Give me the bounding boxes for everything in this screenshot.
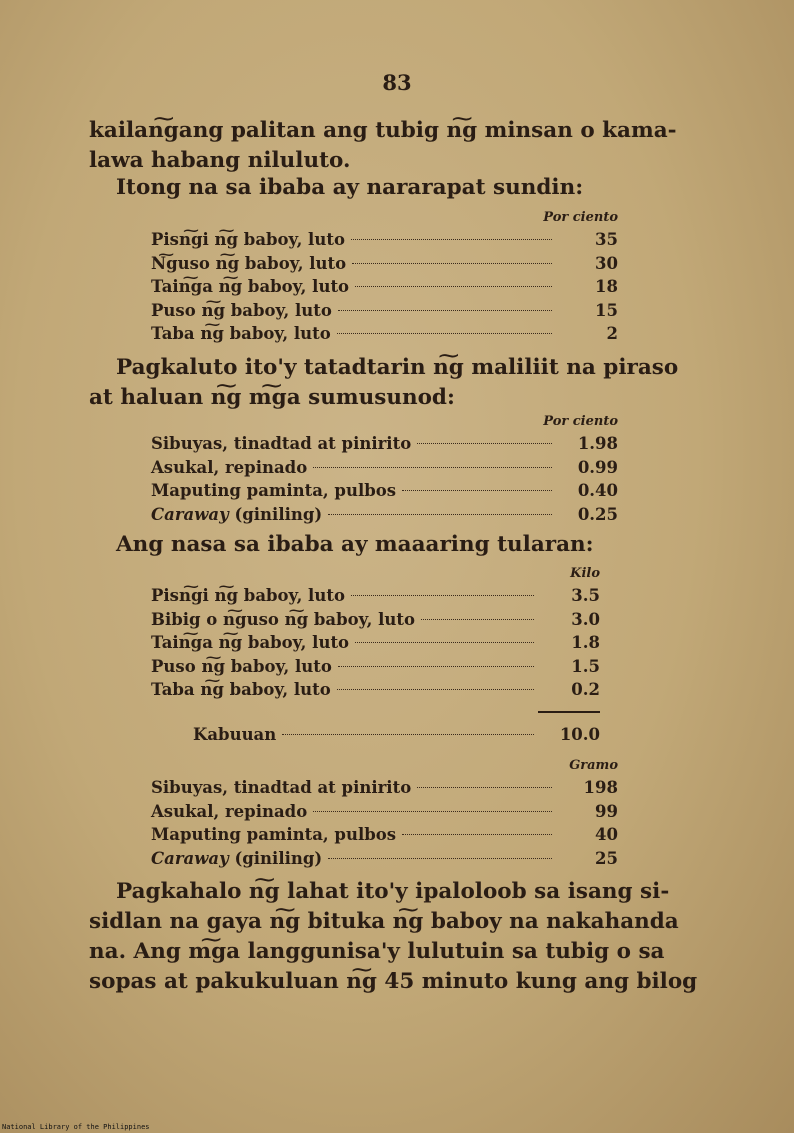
table-row xyxy=(151,479,618,503)
table-row xyxy=(151,800,618,824)
leader-dots xyxy=(417,787,552,788)
leader-dots xyxy=(337,333,552,334)
leader-dots xyxy=(355,642,534,643)
text-line: sopas at pakukuluan n͠g 45 minuto kung ang bilog xyxy=(89,969,698,994)
row-label: Tain͠ga n͠g baboy, luto xyxy=(151,633,350,652)
row-value: 30 xyxy=(595,253,618,273)
leader-dots xyxy=(402,834,552,835)
table-row xyxy=(151,678,600,702)
table-row xyxy=(151,608,600,632)
text-line: Pagkahalo n͠g lahat ito'y ipaloloob sa isang si- xyxy=(116,879,670,904)
table-row xyxy=(151,275,618,299)
row-label: Asukal, repinado xyxy=(151,457,308,477)
library-watermark: National Library of the Philippines xyxy=(2,1123,150,1131)
row-value: 3.0 xyxy=(571,609,600,629)
row-value: 0.2 xyxy=(571,680,600,699)
leader-dots xyxy=(313,811,552,812)
percent-table-meats xyxy=(151,208,618,346)
leader-dots xyxy=(421,619,534,620)
table-row xyxy=(151,299,618,323)
text-line: kailan͠gang palitan ang tubig n͠g minsan o kama- xyxy=(89,118,677,143)
row-label xyxy=(151,847,322,871)
paragraph-closing xyxy=(89,877,697,997)
text-line: na. Ang m͠ga langgunisa'y lulutuin sa tubig o sa xyxy=(89,939,665,964)
text-line: sidlan na gaya n͠g bituka n͠g baboy na nakahanda xyxy=(89,909,679,934)
column-header: Por ciento xyxy=(543,414,618,429)
row-value: 2 xyxy=(606,324,618,343)
table-row xyxy=(151,432,618,456)
row-value: 1.98 xyxy=(577,434,618,453)
leader-dots xyxy=(282,734,534,735)
leader-dots xyxy=(337,689,534,690)
row-label: Sibuyas, tinadtad at pinirito xyxy=(151,434,412,453)
page-number: 83 xyxy=(382,70,412,95)
text-line: lawa habang niluluto. xyxy=(89,148,351,173)
row-value: 0.99 xyxy=(577,457,618,477)
row-label: Pisn͠gi n͠g baboy, luto xyxy=(151,230,345,249)
column-header: Por ciento xyxy=(543,210,618,225)
table-row xyxy=(151,503,618,527)
leader-dots xyxy=(338,666,534,667)
row-value: 15 xyxy=(595,300,618,320)
row-value: 35 xyxy=(595,230,618,249)
row-label: Tain͠ga n͠g baboy, luto xyxy=(151,277,350,296)
leader-dots xyxy=(355,286,552,287)
total-row-block xyxy=(193,723,600,747)
table-row xyxy=(151,584,600,608)
table-row xyxy=(151,322,618,346)
table-row xyxy=(151,252,618,276)
table-row xyxy=(151,655,600,679)
row-label: N͠guso n͠g baboy, luto xyxy=(151,253,347,273)
row-value: 25 xyxy=(595,848,618,868)
paragraph-instruction xyxy=(116,173,583,203)
row-label: Taba n͠g baboy, luto xyxy=(151,680,331,699)
row-value: 3.5 xyxy=(571,586,600,605)
italic-term: Caraway xyxy=(151,504,229,524)
text-line: Ang nasa sa ibaba ay maaaring tularan: xyxy=(116,532,594,557)
paragraph-example xyxy=(116,530,594,560)
total-row xyxy=(193,723,600,747)
paragraph-mixing xyxy=(89,353,679,413)
italic-term: Caraway xyxy=(151,848,229,868)
row-label: Puso n͠g baboy, luto xyxy=(151,300,332,320)
text-line: Itong na sa ibaba ay nararapat sundin: xyxy=(116,175,584,200)
leader-dots xyxy=(402,490,552,491)
row-label: Maputing paminta, pulbos xyxy=(151,481,397,500)
text-line: Pagkaluto ito'y tatadtarin n͠g maliliit na piraso xyxy=(116,355,679,380)
total-label: Kabuuan xyxy=(193,725,277,744)
table-row xyxy=(151,776,618,800)
gram-table-spices xyxy=(151,756,618,870)
row-label: Puso n͠g baboy, luto xyxy=(151,656,332,676)
row-value: 18 xyxy=(595,277,618,296)
row-label-rest: (giniling) xyxy=(228,848,323,868)
paragraph-intro xyxy=(89,116,677,176)
leader-dots xyxy=(338,310,552,311)
leader-dots xyxy=(351,595,534,596)
column-header: Kilo xyxy=(570,566,600,581)
row-label: Asukal, repinado xyxy=(151,801,308,821)
row-label: Bibig o n͠guso n͠g baboy, luto xyxy=(151,609,416,629)
leader-dots xyxy=(313,467,552,468)
row-label-rest: (giniling) xyxy=(228,504,323,524)
leader-dots xyxy=(328,514,552,515)
table-row xyxy=(151,228,618,252)
row-label: Maputing paminta, pulbos xyxy=(151,825,397,844)
row-value: 0.25 xyxy=(577,504,618,524)
row-value: 198 xyxy=(583,778,618,797)
table-row xyxy=(151,823,618,847)
column-header: Gramo xyxy=(569,758,618,773)
leader-dots xyxy=(417,443,552,444)
row-label: Pisn͠gi n͠g baboy, luto xyxy=(151,586,345,605)
row-label: Taba n͠g baboy, luto xyxy=(151,324,331,343)
leader-dots xyxy=(328,858,552,859)
row-label: Sibuyas, tinadtad at pinirito xyxy=(151,778,412,797)
leader-dots xyxy=(352,263,552,264)
total-value: 10.0 xyxy=(559,725,600,744)
row-value: 1.8 xyxy=(571,633,600,652)
table-row xyxy=(151,847,618,871)
table-row xyxy=(151,456,618,480)
table-row xyxy=(151,631,600,655)
kilo-table-meats xyxy=(151,564,600,702)
row-value: 40 xyxy=(595,825,618,844)
total-rule xyxy=(538,711,600,713)
leader-dots xyxy=(351,239,552,240)
percent-table-spices xyxy=(151,412,618,526)
row-label xyxy=(151,503,322,527)
text-line: at haluan n͠g m͠ga sumusunod: xyxy=(89,385,455,410)
row-value: 1.5 xyxy=(571,656,600,676)
row-value: 99 xyxy=(595,801,618,821)
row-value: 0.40 xyxy=(577,481,618,500)
